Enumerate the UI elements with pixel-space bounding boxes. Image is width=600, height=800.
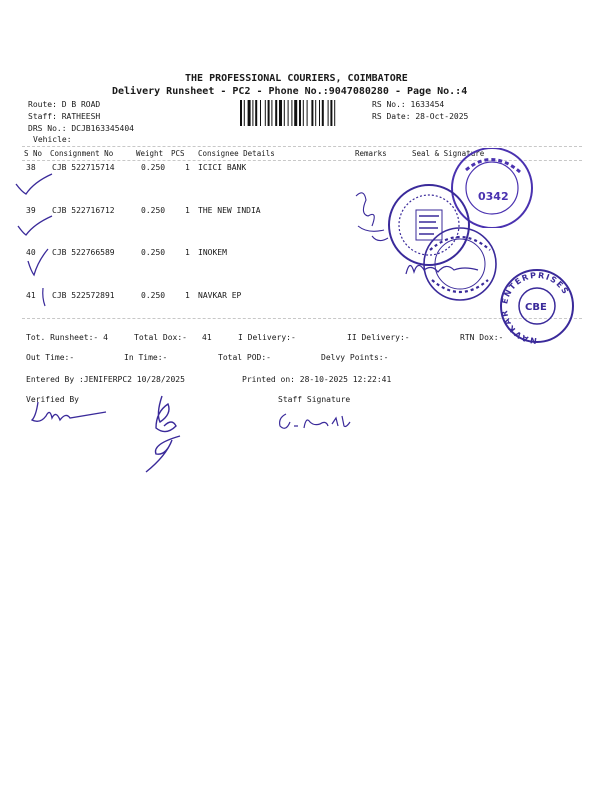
rs-date: RS Date: 28-Oct-2025 [372, 112, 469, 121]
row-sno: 39 [26, 206, 36, 215]
in-time: In Time:- [124, 353, 168, 362]
total-dox-value: 41 [202, 333, 212, 342]
row-consignment: CJB 522766589 [52, 248, 115, 257]
ii-delivery: II Delivery:- [347, 333, 410, 342]
route-label: Route: D B ROAD [28, 100, 101, 109]
row-pcs: 1 [185, 248, 190, 257]
consignee-signature-icon [404, 254, 480, 280]
staff-signature-label: Staff Signature [278, 395, 351, 404]
rtn-dox: RTN Dox:- [460, 333, 504, 342]
row-consignment: CJB 522716712 [52, 206, 115, 215]
row-weight: 0.250 [141, 163, 166, 172]
navkar-seal-text: NAVKAR ENTERPRISES [499, 270, 571, 344]
total-pod: Total POD:- [218, 353, 271, 362]
row-sno: 41 [26, 291, 36, 300]
navkar-seal-icon [494, 268, 580, 344]
header-separator [22, 146, 582, 147]
staff-signature-icon [276, 410, 352, 434]
staff-label: Staff: RATHEESH [28, 112, 101, 121]
round-seal-icon [420, 226, 504, 302]
i-delivery: I Delivery:- [238, 333, 296, 342]
row-sno: 40 [26, 248, 36, 257]
flourish-signature-icon [142, 392, 188, 474]
verified-by-label: Verified By [26, 395, 79, 404]
row-details: THE NEW INDIA [198, 206, 261, 215]
row-pcs: 1 [185, 206, 190, 215]
row-weight: 0.250 [141, 248, 166, 257]
navkar-seal-center: CBE [525, 302, 547, 313]
total-dox-label: Total Dox:- [134, 333, 187, 342]
office-stamp-icon [386, 182, 472, 268]
row-sno: 38 [26, 163, 36, 172]
col-weight: Weight [136, 149, 164, 158]
row-details: NAVKAR EP [198, 291, 242, 300]
col-pcs: PCS [171, 149, 185, 158]
check-mark-icon [14, 212, 54, 238]
row-weight: 0.250 [141, 206, 166, 215]
drs-number: DRS No.: DCJB163345404 [28, 124, 134, 133]
entered-by: Entered By :JENIFERPC2 10/28/2025 [26, 375, 185, 384]
row-pcs: 1 [185, 291, 190, 300]
col-consignment: Consignment No [50, 149, 114, 158]
row-details: ICICI BANK [198, 163, 247, 172]
runsheet-subtitle: Delivery Runsheet - PC2 - Phone No.:9047080280 - Page No.:4 [112, 86, 468, 97]
out-time: Out Time:- [26, 353, 75, 362]
stamp-number: 0342 [478, 190, 509, 203]
delvy-points: Delvy Points:- [321, 353, 389, 362]
col-remarks: Remarks [355, 149, 387, 158]
row-pcs: 1 [185, 163, 190, 172]
check-mark-icon [14, 170, 54, 196]
col-sno: S No [24, 149, 43, 158]
consignee-signature-icon [348, 186, 394, 246]
row-weight: 0.250 [141, 291, 166, 300]
col-details: Consignee Details [198, 149, 275, 158]
row-consignment: CJB 522572891 [52, 291, 115, 300]
rs-number: RS No.: 1633454 [372, 100, 445, 109]
vehicle-label: Vehicle: [33, 135, 72, 144]
printed-on: Printed on: 28-10-2025 12:22:41 [242, 375, 392, 384]
company-title: THE PROFESSIONAL COURIERS, COIMBATORE [185, 73, 408, 84]
table-bottom-separator [22, 318, 582, 319]
row-consignment: CJB 522715714 [52, 163, 115, 172]
col-seal: Seal & Signature [412, 149, 485, 158]
svg-text:NAVKAR ENTERPRISES [500, 271, 571, 344]
row-details: INOKEM [198, 248, 227, 257]
tot-runsheet: Tot. Runsheet:- 4 [26, 333, 108, 342]
barcode-image [240, 100, 368, 126]
column-separator [22, 160, 582, 161]
